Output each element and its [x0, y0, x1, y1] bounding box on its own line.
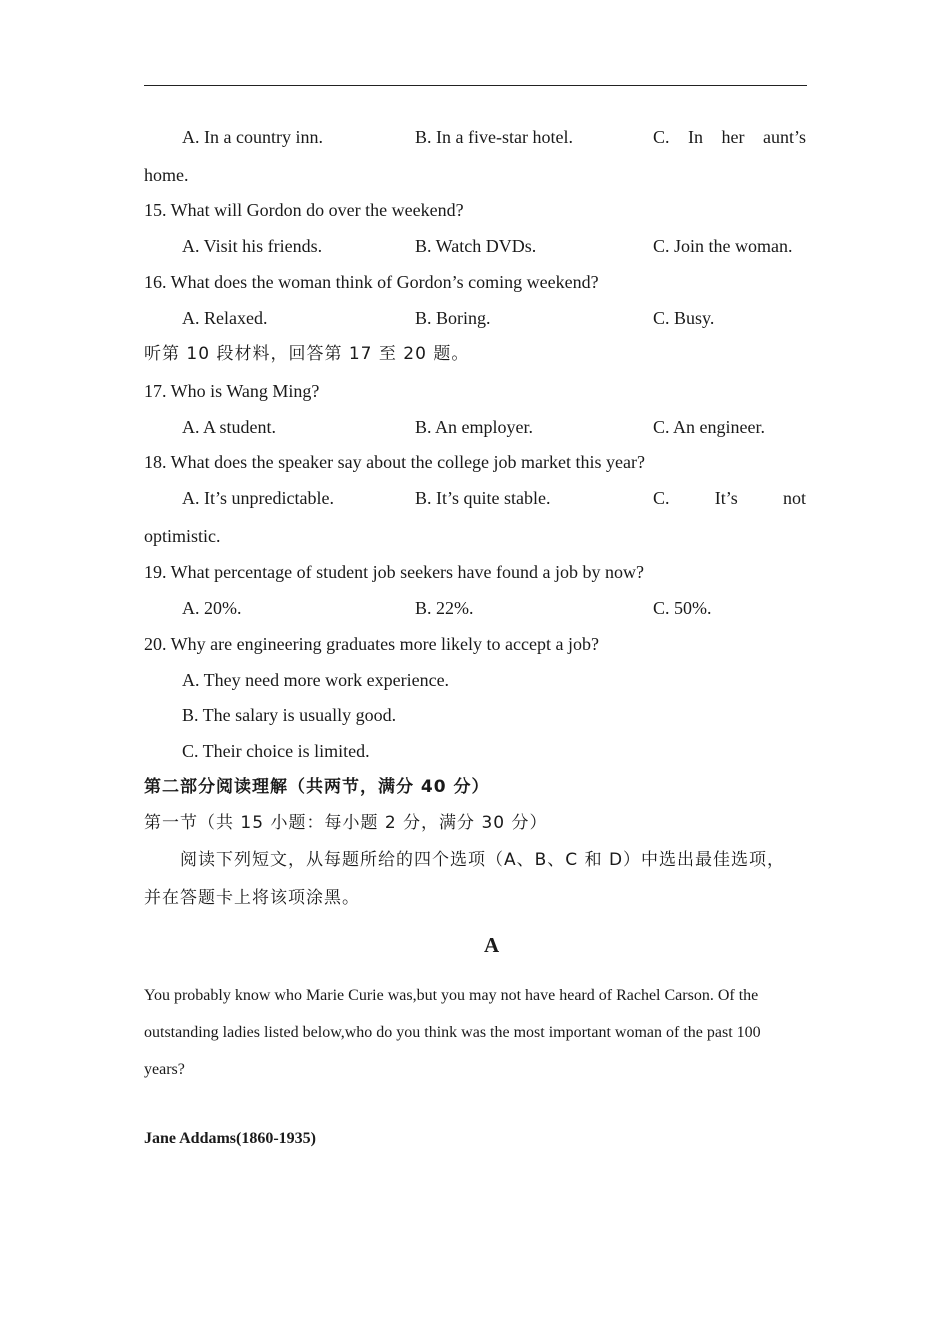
q18-option-c-word: C.: [653, 488, 670, 508]
q14-option-c-word: C.: [653, 127, 670, 147]
q19-option-b: B. 22%.: [415, 598, 474, 618]
q20-option-b: B. The salary is usually good.: [182, 705, 397, 725]
q14-option-c: [653, 125, 806, 149]
q15-option-c: C. Join the woman.: [653, 236, 793, 256]
q17-option-a: A. A student.: [182, 417, 277, 437]
part2-heading: 第二部分阅读理解（共两节，满分 40 分）: [144, 777, 490, 797]
q19-option-a: A. 20%.: [182, 598, 242, 618]
q20-question: 20. Why are engineering graduates more likely to accept a job?: [144, 634, 599, 654]
q16-option-b: B. Boring.: [415, 308, 491, 328]
q14-option-c-word: aunt’s: [763, 127, 806, 147]
passage-line3: years?: [144, 1061, 185, 1078]
q15-question: 15. What will Gordon do over the weekend?: [144, 200, 464, 220]
q18-question: 18. What does the speaker say about the college job market this year?: [144, 452, 645, 472]
instructions-line2: 并在答题卡上将该项涂黑。: [144, 888, 360, 908]
q16-question: 16. What does the woman think of Gordon’s coming weekend?: [144, 272, 599, 292]
q14-option-c-word: In: [688, 127, 704, 147]
q20-option-a: A. They need more work experience.: [182, 670, 450, 690]
q18-option-b: B. It’s quite stable.: [415, 488, 551, 508]
instructions-line1: 阅读下列短文，从每题所给的四个选项（A、B、C 和 D）中选出最佳选项，: [180, 850, 786, 870]
passage-title: A: [484, 933, 500, 957]
q14-option-c-continued: home.: [144, 165, 189, 185]
q18-option-c-word: It’s: [714, 488, 738, 508]
passage-line2: outstanding ladies listed below,who do you think was the most important woman of the past 100: [144, 1024, 761, 1041]
q17-question: 17. Who is Wang Ming?: [144, 381, 320, 401]
q19-option-c: C. 50%.: [653, 598, 712, 618]
subheading-jane-addams: Jane Addams(1860-1935): [144, 1130, 317, 1147]
section10-instruction: 听第 10 段材料，回答第 17 至 20 题。: [144, 344, 470, 364]
q15-option-b: B. Watch DVDs.: [415, 236, 537, 256]
q18-option-c: [653, 486, 806, 510]
q19-question: 19. What percentage of student job seekers have found a job by now?: [144, 562, 645, 582]
q16-option-a: A. Relaxed.: [182, 308, 268, 328]
q18-option-c-continued: optimistic.: [144, 526, 221, 546]
q15-option-a: A. Visit his friends.: [182, 236, 323, 256]
q14-option-a: A. In a country inn.: [182, 127, 323, 147]
section1-heading: 第一节（共 15 小题：每小题 2 分，满分 30 分）: [144, 813, 548, 833]
q18-option-c-word: not: [782, 488, 806, 508]
q18-option-a: A. It’s unpredictable.: [182, 488, 334, 508]
header-rule: [144, 85, 807, 86]
q14-option-c-word: her: [721, 127, 745, 147]
q14-option-b: B. In a five-star hotel.: [415, 127, 573, 147]
passage-line1: You probably know who Marie Curie was,but you may not have heard of Rachel Carson. Of the: [144, 987, 759, 1004]
q17-option-b: B. An employer.: [415, 417, 533, 437]
q17-option-c: C. An engineer.: [653, 417, 765, 437]
q16-option-c: C. Busy.: [653, 308, 715, 328]
q20-option-c: C. Their choice is limited.: [182, 741, 370, 761]
